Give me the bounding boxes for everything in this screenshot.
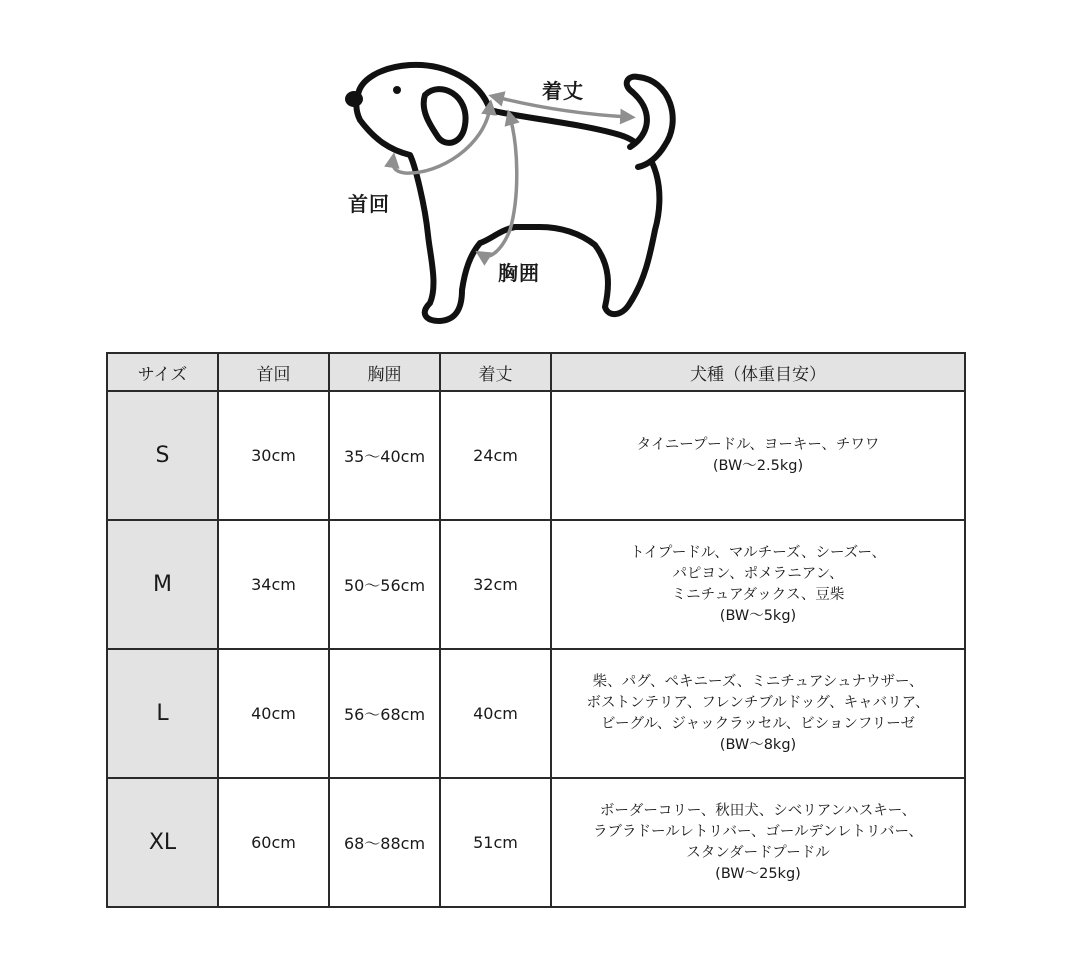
dog-measurement-diagram xyxy=(330,55,710,330)
chest-cell: 50～56cm xyxy=(329,520,440,649)
size-cell: XL xyxy=(107,778,218,907)
size-cell: M xyxy=(107,520,218,649)
length-cell: 32cm xyxy=(440,520,551,649)
length-cell: 40cm xyxy=(440,649,551,778)
chest-cell: 68～88cm xyxy=(329,778,440,907)
neck-cell: 30cm xyxy=(218,391,329,520)
breed-line: ボーダーコリー、秋田犬、シベリアンハスキー、 xyxy=(599,802,917,819)
length-cell: 24cm xyxy=(440,391,551,520)
table-row xyxy=(107,649,965,778)
breed-line: ラブラドールレトリバー、ゴールデンレトリバー、 xyxy=(593,823,923,840)
breed-line: ミニチュアダックス、豆柴 xyxy=(671,586,845,603)
table-header-row xyxy=(107,353,965,391)
size-cell: S xyxy=(107,391,218,520)
neck-label: 首回 xyxy=(348,192,390,216)
length-label: 着丈 xyxy=(542,79,584,103)
breed-line: 柴、パグ、ペキニーズ、ミニチュアシュナウザー、 xyxy=(592,673,924,690)
breed-cell xyxy=(551,649,965,778)
neck-cell: 34cm xyxy=(218,520,329,649)
size-cell: L xyxy=(107,649,218,778)
table-row xyxy=(107,778,965,907)
chest-label: 胸囲 xyxy=(498,261,540,285)
length-cell: 51cm xyxy=(440,778,551,907)
weight-guide: (BW～8kg) xyxy=(719,736,797,753)
table-row xyxy=(107,391,965,520)
chest-cell: 35～40cm xyxy=(329,391,440,520)
breed-line: タイニープードル、ヨーキー、チワワ xyxy=(636,436,880,453)
breed-line: ビーグル、ジャックラッセル、ビションフリーゼ xyxy=(601,715,915,732)
dog-tail xyxy=(627,77,673,167)
breed-line: トイプードル、マルチーズ、シーズー、 xyxy=(630,544,886,561)
dog-nose xyxy=(345,91,363,107)
neck-cell: 60cm xyxy=(218,778,329,907)
dog-eye xyxy=(393,86,401,94)
header-chest: 胸囲 xyxy=(329,353,440,391)
chest-cell: 56～68cm xyxy=(329,649,440,778)
breed-line: ボストンテリア、フレンチブルドッグ、キャバリア、 xyxy=(586,694,930,711)
weight-guide: (BW～5kg) xyxy=(719,607,797,624)
weight-guide: (BW～2.5kg) xyxy=(712,457,804,474)
header-breeds: 犬種（体重目安） xyxy=(551,353,965,391)
neck-cell: 40cm xyxy=(218,649,329,778)
header-size: サイズ xyxy=(107,353,218,391)
table-row xyxy=(107,520,965,649)
breed-line: パピヨン、ポメラニアン、 xyxy=(672,565,844,582)
breed-line: スタンダードプードル xyxy=(686,844,830,861)
breed-cell xyxy=(551,391,965,520)
size-table xyxy=(106,352,966,908)
header-neck: 首回 xyxy=(218,353,329,391)
breed-cell xyxy=(551,520,965,649)
header-length: 着丈 xyxy=(440,353,551,391)
breed-cell xyxy=(551,778,965,907)
weight-guide: (BW～25kg) xyxy=(715,865,801,882)
